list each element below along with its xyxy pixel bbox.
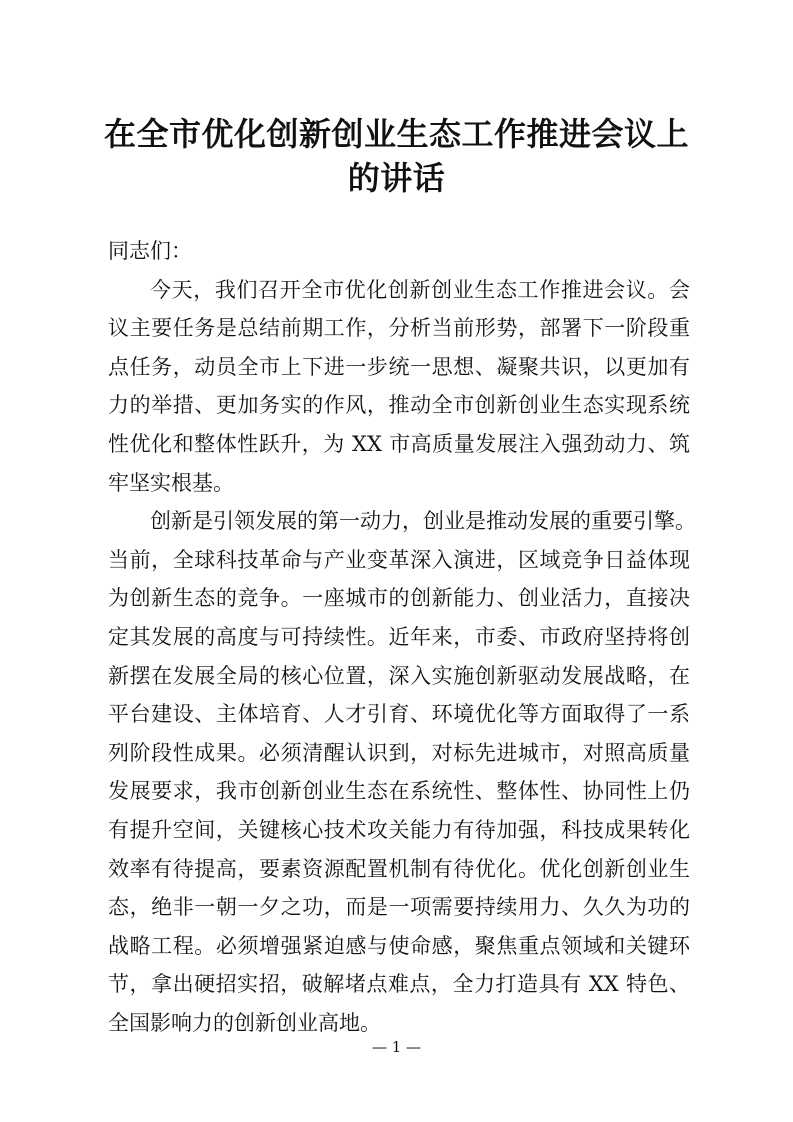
paragraph-line: 战略工程。必须增强紧迫感与使命感，聚焦重点领域和关键环 — [108, 933, 690, 958]
paragraph — [108, 502, 696, 1042]
paragraph-line: 列阶段性成果。必须清醒认识到，对标先进城市，对照高质量 — [108, 740, 690, 765]
salutation: 同志们： — [108, 239, 192, 263]
paragraph — [108, 271, 690, 503]
page-number: — 1 — — [371, 1038, 422, 1056]
document-title — [60, 112, 733, 200]
title-line: 的讲话 — [347, 159, 446, 197]
paragraph-line: 力的举措、更加务实的作风，推动全市创新创业生态实现系统 — [108, 393, 690, 418]
paragraph-line: 全国影响力的创新创业高地。 — [108, 1010, 381, 1035]
paragraph-line: 平台建设、主体培育、人才引育、环境优化等方面取得了一系 — [108, 702, 690, 727]
paragraph-line: 态，绝非一朝一夕之功，而是一项需要持续用力、久久为功的 — [108, 895, 690, 920]
paragraph-line: 性优化和整体性跃升，为 XX 市高质量发展注入强劲动力、筑 — [108, 431, 690, 456]
paragraph-line: 当前，全球科技革命与产业变革深入演进，区域竞争日益体现 — [108, 547, 690, 572]
paragraph-line: 点任务，动员全市上下进一步统一思想、凝聚共识，以更加有 — [108, 354, 690, 379]
paragraph-line: 议主要任务是总结前期工作，分析当前形势，部署下一阶段重 — [108, 316, 690, 341]
document-body — [108, 232, 696, 1042]
paragraph-line: 新摆在发展全局的核心位置，深入实施创新驱动发展战略，在 — [108, 663, 690, 688]
paragraph-line: 为创新生态的竞争。一座城市的创新能力、创业活力，直接决 — [108, 586, 690, 611]
paragraph-line: 定其发展的高度与可持续性。近年来，市委、市政府坚持将创 — [108, 624, 690, 649]
paragraphs — [108, 271, 696, 1043]
paragraph-line: 效率有待提高，要素资源配置机制有待优化。优化创新创业生 — [108, 856, 690, 881]
paragraph-line: 节，拿出硬招实招，破解堵点难点，全力打造具有 XX 特色、 — [108, 972, 690, 997]
paragraph-line: 创新是引领发展的第一动力，创业是推动发展的重要引擎。 — [150, 509, 696, 534]
paragraph-line: 牢坚实根基。 — [108, 470, 234, 495]
paragraph-line: 今天，我们召开全市优化创新创业生态工作推进会议。会 — [150, 277, 690, 302]
paragraph-line: 发展要求，我市创新创业生态在系统性、整体性、协同性上仍 — [108, 779, 690, 804]
paragraph-line: 有提升空间，关键核心技术攻关能力有待加强，科技成果转化 — [108, 817, 690, 842]
title-line: 在全市优化创新创业生态工作推进会议上 — [103, 115, 689, 153]
